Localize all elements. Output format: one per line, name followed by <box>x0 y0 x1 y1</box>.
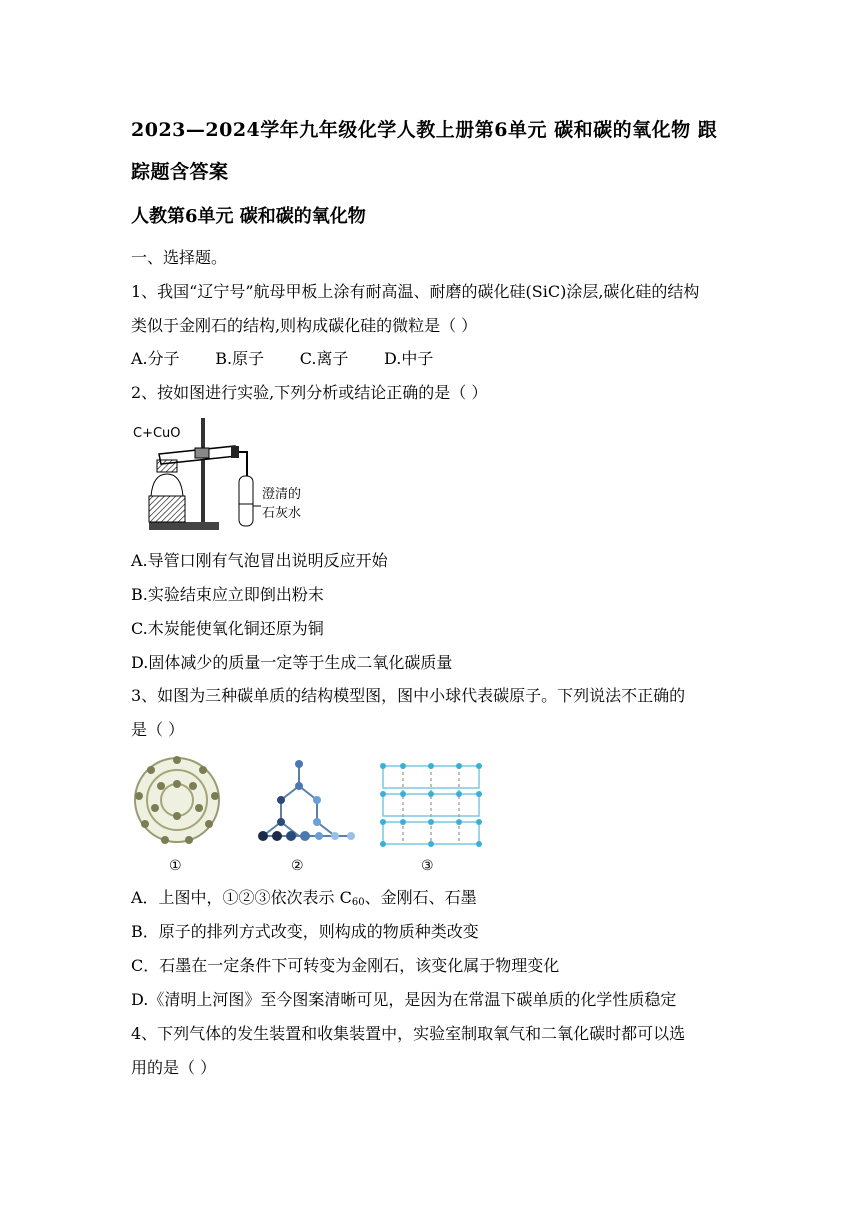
q3-option-a-subscript: 60 <box>351 897 365 908</box>
lamp-stand <box>149 496 185 522</box>
lime-water-label-1: 澄清的 <box>262 487 302 502</box>
figure-label-1: ① <box>169 858 182 874</box>
carbon-reduction-apparatus-figure <box>131 416 331 534</box>
q3-option-a <box>131 888 477 913</box>
q4-stem-line-1: 4、下列气体的发生装置和收集装置中，实验室制取氧气和二氧化碳时都可以选 <box>131 1024 686 1043</box>
tube-clamp <box>195 448 209 458</box>
page-title-line-1: 2023—2024学年九年级化学人教上册第6单元 碳和碳的氧化物 跟 <box>131 119 718 141</box>
q1-options: A.分子 B.原子 C.离子 D.中子 <box>131 349 434 368</box>
alcohol-lamp <box>151 474 183 496</box>
unit-subtitle: 人教第6单元 碳和碳的氧化物 <box>131 206 366 227</box>
stopper <box>231 446 239 458</box>
graphite-model <box>383 766 479 844</box>
wire-gauze <box>157 460 177 472</box>
figure-label-2: ② <box>291 858 304 874</box>
q3-option-a-rest: 、金刚石、石墨 <box>364 888 477 907</box>
q3-option-c: C．石墨在一定条件下可转变为金刚石，该变化属于物理变化 <box>131 956 560 975</box>
q2-option-d: D.固体减少的质量一定等于生成二氧化碳质量 <box>131 653 453 672</box>
q2-stem: 2、按如图进行实验,下列分析或结论正确的是（ ） <box>131 383 488 402</box>
diamond-model <box>263 764 351 836</box>
receiving-tube <box>239 476 253 526</box>
q2-option-a: A.导管口刚有气泡冒出说明反应开始 <box>131 551 388 570</box>
q2-option-c: C.木炭能使氧化铜还原为铜 <box>131 619 324 638</box>
q3-stem-line-2: 是（ ） <box>131 720 185 739</box>
section-heading: 一、选择题。 <box>131 248 228 267</box>
q3-stem-line-1: 3、如图为三种碳单质的结构模型图，图中小球代表碳原子。下列说法不正确的 <box>131 686 686 705</box>
c60-model <box>135 756 219 844</box>
lime-water-label-2: 石灰水 <box>262 506 302 521</box>
q1-stem-line-1: 1、我国“辽宁号”航母甲板上涂有耐高温、耐磨的碳化硅(SiC)涂层,碳化硅的结构 <box>131 282 700 301</box>
q4-stem-line-2: 用的是（ ） <box>131 1058 217 1077</box>
page-title-line-2: 踪题含答案 <box>131 161 229 183</box>
stand-base <box>149 522 219 530</box>
q2-option-b: B.实验结束应立即倒出粉末 <box>131 585 324 604</box>
q1-stem-line-2: 类似于金刚石的结构,则构成碳化硅的微粒是（ ） <box>131 316 478 335</box>
figure-label-3: ③ <box>421 858 434 874</box>
q3-option-d: D.《清明上河图》至今图案清晰可见，是因为在常温下碳单质的化学性质稳定 <box>131 990 677 1009</box>
q3-option-b: B．原子的排列方式改变，则构成的物质种类改变 <box>131 922 479 941</box>
carbon-allotropes-figure <box>131 756 491 876</box>
stand-rod <box>201 418 205 524</box>
reactant-label: C+CuO <box>133 426 181 441</box>
q3-option-a-text: A．上图中，①②③依次表示 C <box>131 888 352 907</box>
